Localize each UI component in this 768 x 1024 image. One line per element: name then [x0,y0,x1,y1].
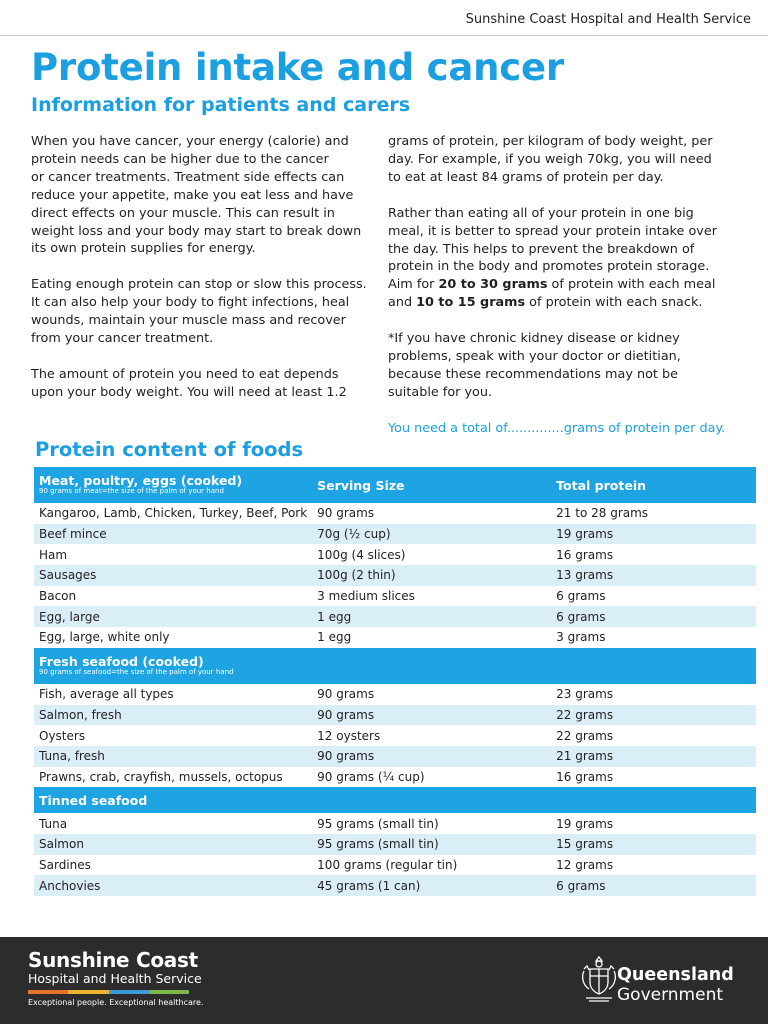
serving-size-cell: 90 grams [312,684,551,705]
serving-size-cell: 12 oysters [312,725,551,746]
page-title: Protein intake and cancer [31,46,564,89]
paragraph-text: of protein with each meal and [388,277,716,311]
serving-size-cell: 90 grams [312,503,551,524]
serving-size-cell: 95 grams (small tin) [312,834,551,855]
protein-content-table [34,467,756,896]
table-row [34,627,756,648]
serving-size-cell: 70g (½ cup) [312,524,551,545]
header-filler-cell [551,787,756,813]
table-row [34,705,756,726]
total-protein-cell: 19 grams [551,813,756,834]
footer-bar [0,937,768,1024]
serving-size-cell: 95 grams (small tin) [312,813,551,834]
table-row [34,767,756,788]
food-name-cell: Beef mince [34,524,312,545]
food-name-cell: Sausages [34,565,312,586]
table-group-header [34,648,756,684]
table-group-header [34,467,756,503]
header-filler-cell [312,648,551,684]
serving-size-cell: 90 grams [312,746,551,767]
table-row [34,544,756,565]
table-row [34,524,756,545]
table-row [34,684,756,705]
header-filler-cell [551,648,756,684]
brand-subtitle: Hospital and Health Service [28,971,202,986]
food-name-cell: Anchovies [34,875,312,896]
table-row [34,586,756,607]
serving-size-cell: 90 grams (¼ cup) [312,767,551,788]
food-name-cell: Egg, large [34,606,312,627]
top-header-bar [0,0,768,36]
kidney-warning-paragraph: *If you have chronic kidney disease or kidney problems, speak with your doctor or dietitian, because these recommendations may not be suitable for you. [388,331,681,400]
organisation-name: Sunshine Coast Hospital and Health Service [465,12,751,27]
group-title: Tinned seafood [39,792,148,808]
intro-paragraph: Eating enough protein can stop or slow this process. It can also help your body to fight infections, heal wounds, maintain your muscle mass and recover from your cancer treatment. [31,277,367,347]
serving-size-cell: 3 medium slices [312,586,551,607]
column-header-serving-size: Serving Size [312,467,551,503]
total-protein-cell: 21 grams [551,746,756,767]
total-protein-cell: 6 grams [551,875,756,896]
group-title-cell [34,787,312,813]
serving-size-cell: 1 egg [312,606,551,627]
total-protein-cell: 6 grams [551,606,756,627]
group-serving-note: 90 grams of seafood=the size of the palm of your hand [39,667,234,676]
total-protein-cell: 23 grams [551,684,756,705]
food-name-cell: Tuna [34,813,312,834]
food-name-cell: Kangaroo, Lamb, Chicken, Turkey, Beef, Pork [34,503,312,524]
total-protein-cell: 22 grams [551,725,756,746]
intro-paragraph: When you have cancer, your energy (calorie) and protein needs can be higher due to the cancer or cancer treatments. Treatment side effects can reduce your appetite, make you eat less and have direct effects on your muscle. This can result in weight loss and your body may start to break down its own protein supplies for energy. [31,134,362,257]
total-protein-cell: 19 grams [551,524,756,545]
food-name-cell: Salmon, fresh [34,705,312,726]
total-protein-cell: 6 grams [551,586,756,607]
paragraph-text: of protein with each snack. [525,295,703,311]
food-name-cell: Egg, large, white only [34,627,312,648]
table-row [34,503,756,524]
group-title: Meat, poultry, eggs (cooked) [39,473,243,488]
total-protein-cell: 13 grams [551,565,756,586]
intro-right-column [388,133,738,456]
serving-size-cell: 90 grams [312,705,551,726]
page-subtitle: Information for patients and carers [31,94,411,116]
serving-size-cell: 45 grams (1 can) [312,875,551,896]
protein-per-kg-paragraph: grams of protein, per kilogram of body weight, per day. For example, if you weigh 70kg, you will need to eat at least 84 grams of protein per day. [388,134,713,185]
total-protein-cell: 16 grams [551,767,756,788]
serving-size-cell: 100g (2 thin) [312,565,551,586]
serving-size-cell: 1 egg [312,627,551,648]
brand-tagline: Exceptional people. Exceptional healthcare. [28,998,204,1007]
snack-protein-amount: 10 to 15 grams [416,295,526,311]
group-title: Fresh seafood (cooked) [39,653,204,669]
brand-stripe [28,990,68,994]
protein-table-title: Protein content of foods [35,438,304,461]
meal-protein-amount: 20 to 30 grams [438,277,548,293]
intro-paragraph: The amount of protein you need to eat depends upon your body weight. You will need at least 1.2 [31,366,347,400]
government-subtitle: Government [617,985,724,1005]
coat-of-arms-icon [580,954,618,1004]
table-row [34,855,756,876]
total-protein-cell: 12 grams [551,855,756,876]
group-title-cell [34,467,312,503]
government-name: Queensland [617,965,734,985]
brand-color-stripes [28,990,189,994]
serving-size-cell: 100g (4 slices) [312,544,551,565]
table-row [34,875,756,896]
table-row [34,746,756,767]
total-protein-cell: 22 grams [551,705,756,726]
food-name-cell: Prawns, crab, crayfish, mussels, octopus [34,767,312,788]
total-protein-cell: 3 grams [551,627,756,648]
brand-stripe [109,990,149,994]
spread-intake-paragraph [388,205,738,312]
paragraph-text: Rather than eating all of your protein in one big meal, it is better to spread your protein intake over the day. This helps to prevent the breakdown of protein in the body and promotes protein storage. Aim for [388,205,717,293]
intro-left-column [31,133,381,420]
column-header-total-protein: Total protein [551,467,756,503]
group-title-cell [34,648,312,684]
serving-size-cell: 100 grams (regular tin) [312,855,551,876]
brand-name: Sunshine Coast [28,948,198,972]
table-row [34,606,756,627]
food-name-cell: Fish, average all types [34,684,312,705]
brand-stripe [149,990,189,994]
food-name-cell: Bacon [34,586,312,607]
header-filler-cell [312,787,551,813]
food-name-cell: Salmon [34,834,312,855]
total-protein-cell: 16 grams [551,544,756,565]
food-name-cell: Ham [34,544,312,565]
table-row [34,565,756,586]
total-protein-fill-in-line: You need a total of..............grams of protein per day. [388,420,726,436]
food-name-cell: Sardines [34,855,312,876]
food-name-cell: Tuna, fresh [34,746,312,767]
food-name-cell: Oysters [34,725,312,746]
total-protein-cell: 21 to 28 grams [551,503,756,524]
group-serving-note: 90 grams of meat=the size of the palm of your hand [39,487,224,495]
brand-stripe [68,990,108,994]
total-protein-cell: 15 grams [551,834,756,855]
table-row [34,813,756,834]
table-row [34,834,756,855]
table-row [34,725,756,746]
table-group-header [34,787,756,813]
